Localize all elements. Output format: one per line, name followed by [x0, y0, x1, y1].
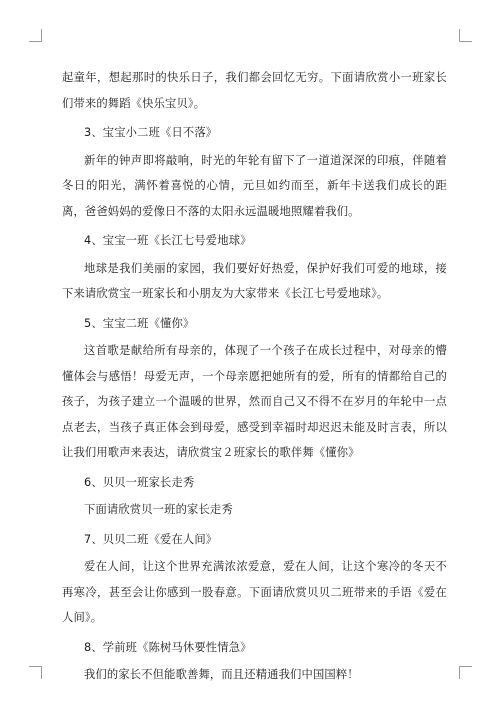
section-heading: 6、贝贝一班家长走秀	[84, 475, 195, 489]
section-heading: 7、贝贝二班《爱在人间》	[84, 532, 218, 546]
section-7	[62, 527, 447, 631]
intro-paragraph: 起童年，想起那时的快乐日子，我们都会回忆无穷。下面请欣赏小一班家长们带来的舞蹈《快乐宝贝》。	[62, 71, 447, 110]
section-6	[62, 470, 447, 523]
section-8	[62, 635, 447, 688]
section-paragraph: 地球是我们美丽的家园，我们要好好热爱，保护好我们可爱的地球，接下来请欣赏宝一班家长和小朋友为大家带来《长江七号爱地球》。	[62, 261, 447, 300]
section-paragraph: 下面请欣赏贝一班的家长走秀	[84, 503, 233, 516]
section-4	[62, 228, 447, 307]
section-5	[62, 311, 447, 466]
crop-mark-top-right	[459, 29, 472, 42]
section-paragraph: 我们的家长不但能歌善舞，而且还精通我们中国国粹！	[84, 668, 359, 681]
section-heading: 3、宝宝小二班《日不落》	[84, 126, 218, 139]
section-heading: 8、学前班《陈树马休要性情急》	[84, 640, 252, 654]
crop-mark-bottom-left	[29, 666, 42, 679]
crop-mark-bottom-right	[459, 666, 472, 679]
section-paragraph: 新年的钟声即将敲响，时光的年轮有留下了一道道深深的印痕，伴随着冬日的阳光，满怀着喜悦的心情，元旦如约而至，新年卡送我们成长的距离，爸爸妈妈的爱像日不落的太阳永远温暖地照耀着我们。	[62, 153, 447, 218]
section-3	[62, 120, 447, 224]
document-body	[62, 65, 447, 688]
crop-mark-top-left	[29, 29, 42, 42]
section-heading: 5、宝宝二班《懂你》	[84, 316, 195, 330]
section-paragraph: 这首歌是献给所有母亲的，体现了一个孩子在成长过程中，对母亲的懵懂体会与感悟！母爱无声，一个母亲愿把她所有的爱，所有的情都给自己的孩子，为孩子建立一个温暖的世界，然而自己又不得不在岁月的年轮中一点点老去，当孩子真正体会到母爱，感受到幸福时却迟迟未能及时言表，所以让我们用歌声来表达，请欣赏宝２班家长的歌伴舞《懂你》	[62, 344, 447, 459]
section-paragraph: 爱在人间，让这个世界充满浓浓爱意，爱在人间，让这个寒冷的冬天不再寒冷，甚至会让你感到一股春意。下面请欣赏贝贝二班带来的手语《爱在人间》。	[62, 560, 447, 624]
section-heading: 4、宝宝一班《长江七号爱地球》	[84, 234, 252, 247]
